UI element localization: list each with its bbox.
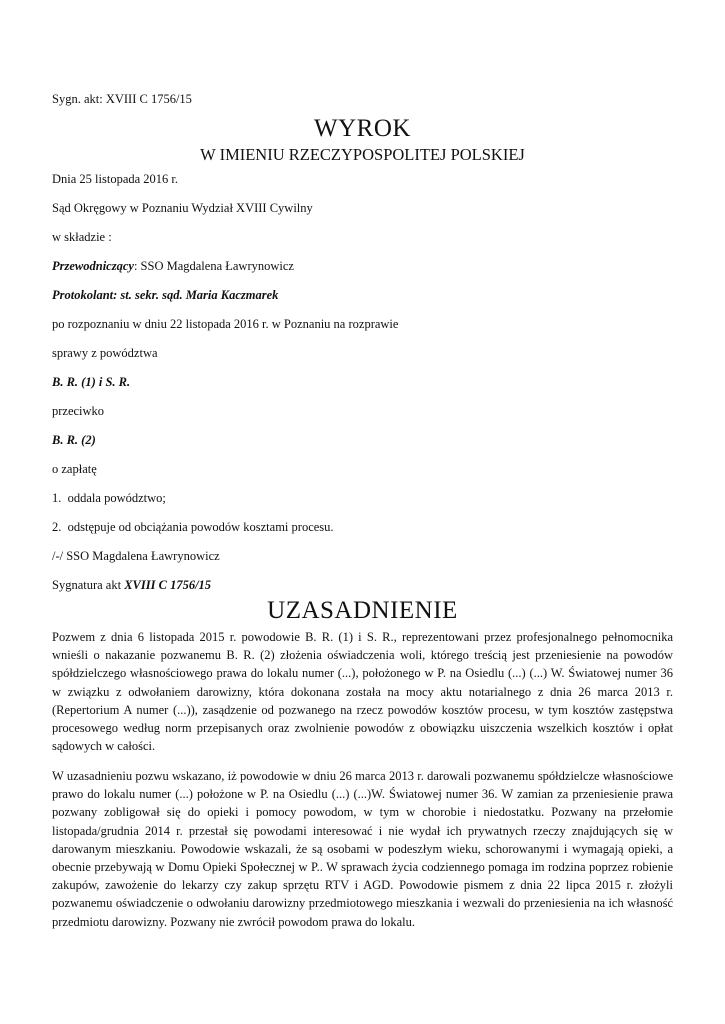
justification-title: UZASADNIENIE — [267, 597, 458, 624]
clerk-line: Protokolant: st. sekr. sąd. Maria Kaczmarek — [52, 288, 279, 302]
plaintiffs-line: B. R. (1) i S. R. — [52, 375, 131, 389]
justification-paragraph-1: Pozwem z dnia 6 listopada 2015 r. powodowie B. R. (1) i S. R., reprezentowani przez profesjonalnego pełnomocnika wnieśli o nakazanie pozwanemu B. R. (2) złożenia oświadczenia woli, którego treścią jest przeniesienie na powodów spółdzielczego własnościowego prawa do lokalu numer (...), położonego w P. na Osiedlu (...) (...) W. Światowej numer 36 w związku z odwołaniem darowizny, która dokonana została na mocy aktu notarialnego z dnia 26 marca 2013 r. (Repertorium A numer (...)), zasądzenie od pozwanego na rzecz powodów kosztów procesu, w tym kosztów zastępstwa procesowego według norm przepisanych oraz zwolnienie powodów z obowiązku uiszczenia wszelkich kosztów i opłat sądowych w całości. — [52, 630, 673, 754]
against-line: przeciwko — [52, 404, 105, 418]
date-line: Dnia 25 listopada 2016 r. — [52, 172, 179, 186]
signature-line: /-/ SSO Magdalena Ławrynowicz — [52, 549, 220, 563]
judgment-subtitle: W IMIENIU RZECZYPOSPOLITEJ POLSKIEJ — [200, 145, 525, 164]
presiding-judge-line — [52, 259, 294, 274]
defendant-line: B. R. (2) — [52, 433, 96, 447]
ruling-item-2: 2. odstępuje od obciążania powodów kosztami procesu. — [52, 520, 334, 534]
hearing-line: po rozpoznaniu w dniu 22 listopada 2016 r. w Poznaniu na rozprawie — [52, 317, 399, 331]
ruling-item-1: 1. oddala powództwo; — [52, 491, 166, 505]
signature-case-line — [52, 578, 211, 593]
subject-line: o zapłatę — [52, 462, 97, 476]
court-line: Sąd Okręgowy w Poznaniu Wydział XVIII Cywilny — [52, 201, 313, 215]
presiding-label: Przewodniczący — [52, 259, 134, 273]
case-from-line: sprawy z powództwa — [52, 346, 158, 360]
signature-case-value: XVIII C 1756/15 — [124, 578, 212, 592]
judgment-title: WYROK — [314, 115, 411, 142]
composition-line: w składzie : — [52, 230, 112, 244]
signature-case-label: Sygnatura akt — [52, 578, 125, 592]
case-number-line: Sygn. akt: XVIII C 1756/15 — [52, 92, 192, 106]
justification-paragraph-2: W uzasadnieniu pozwu wskazano, iż powodowie w dniu 26 marca 2013 r. darowali pozwanemu spółdzielcze własnościowe prawo do lokalu numer (...) położone w P. na Osiedlu (...) (...)W. Światowej numer 36. W zamian za przeniesienie prawa pozwany zobligował się do opieki i pomocy powodom, w tym w chorobie i niedostatku. Pozwany na przełomie listopada/grudnia 2014 r. przestał się powodami interesować i nie wydał ich prywatnych rzeczy znajdujących się w darowanym mieszkaniu. Powodowie wskazali, że są osobami w podeszłym wieku, schorowanymi i wymagają opieki, a obecnie przebywają w Domu Opieki Społecznej w P.. W sprawach życia codziennego pomaga im rodzina poprzez robienie zakupów, zawożenie do lekarzy czy zakup sprzętu RTV i AGD. Powodowie pismem z dnia 22 lipca 2015 r. złożyli pozwanemu oświadczenie o odwołaniu darowizny przedmiotowego mieszkania i wezwali do przeniesienia na ich własność przedmiotu darowizny. Pozwany nie zwrócił powodom prawa do lokalu. — [52, 769, 673, 929]
presiding-value: : SSO Magdalena Ławrynowicz — [133, 259, 294, 273]
